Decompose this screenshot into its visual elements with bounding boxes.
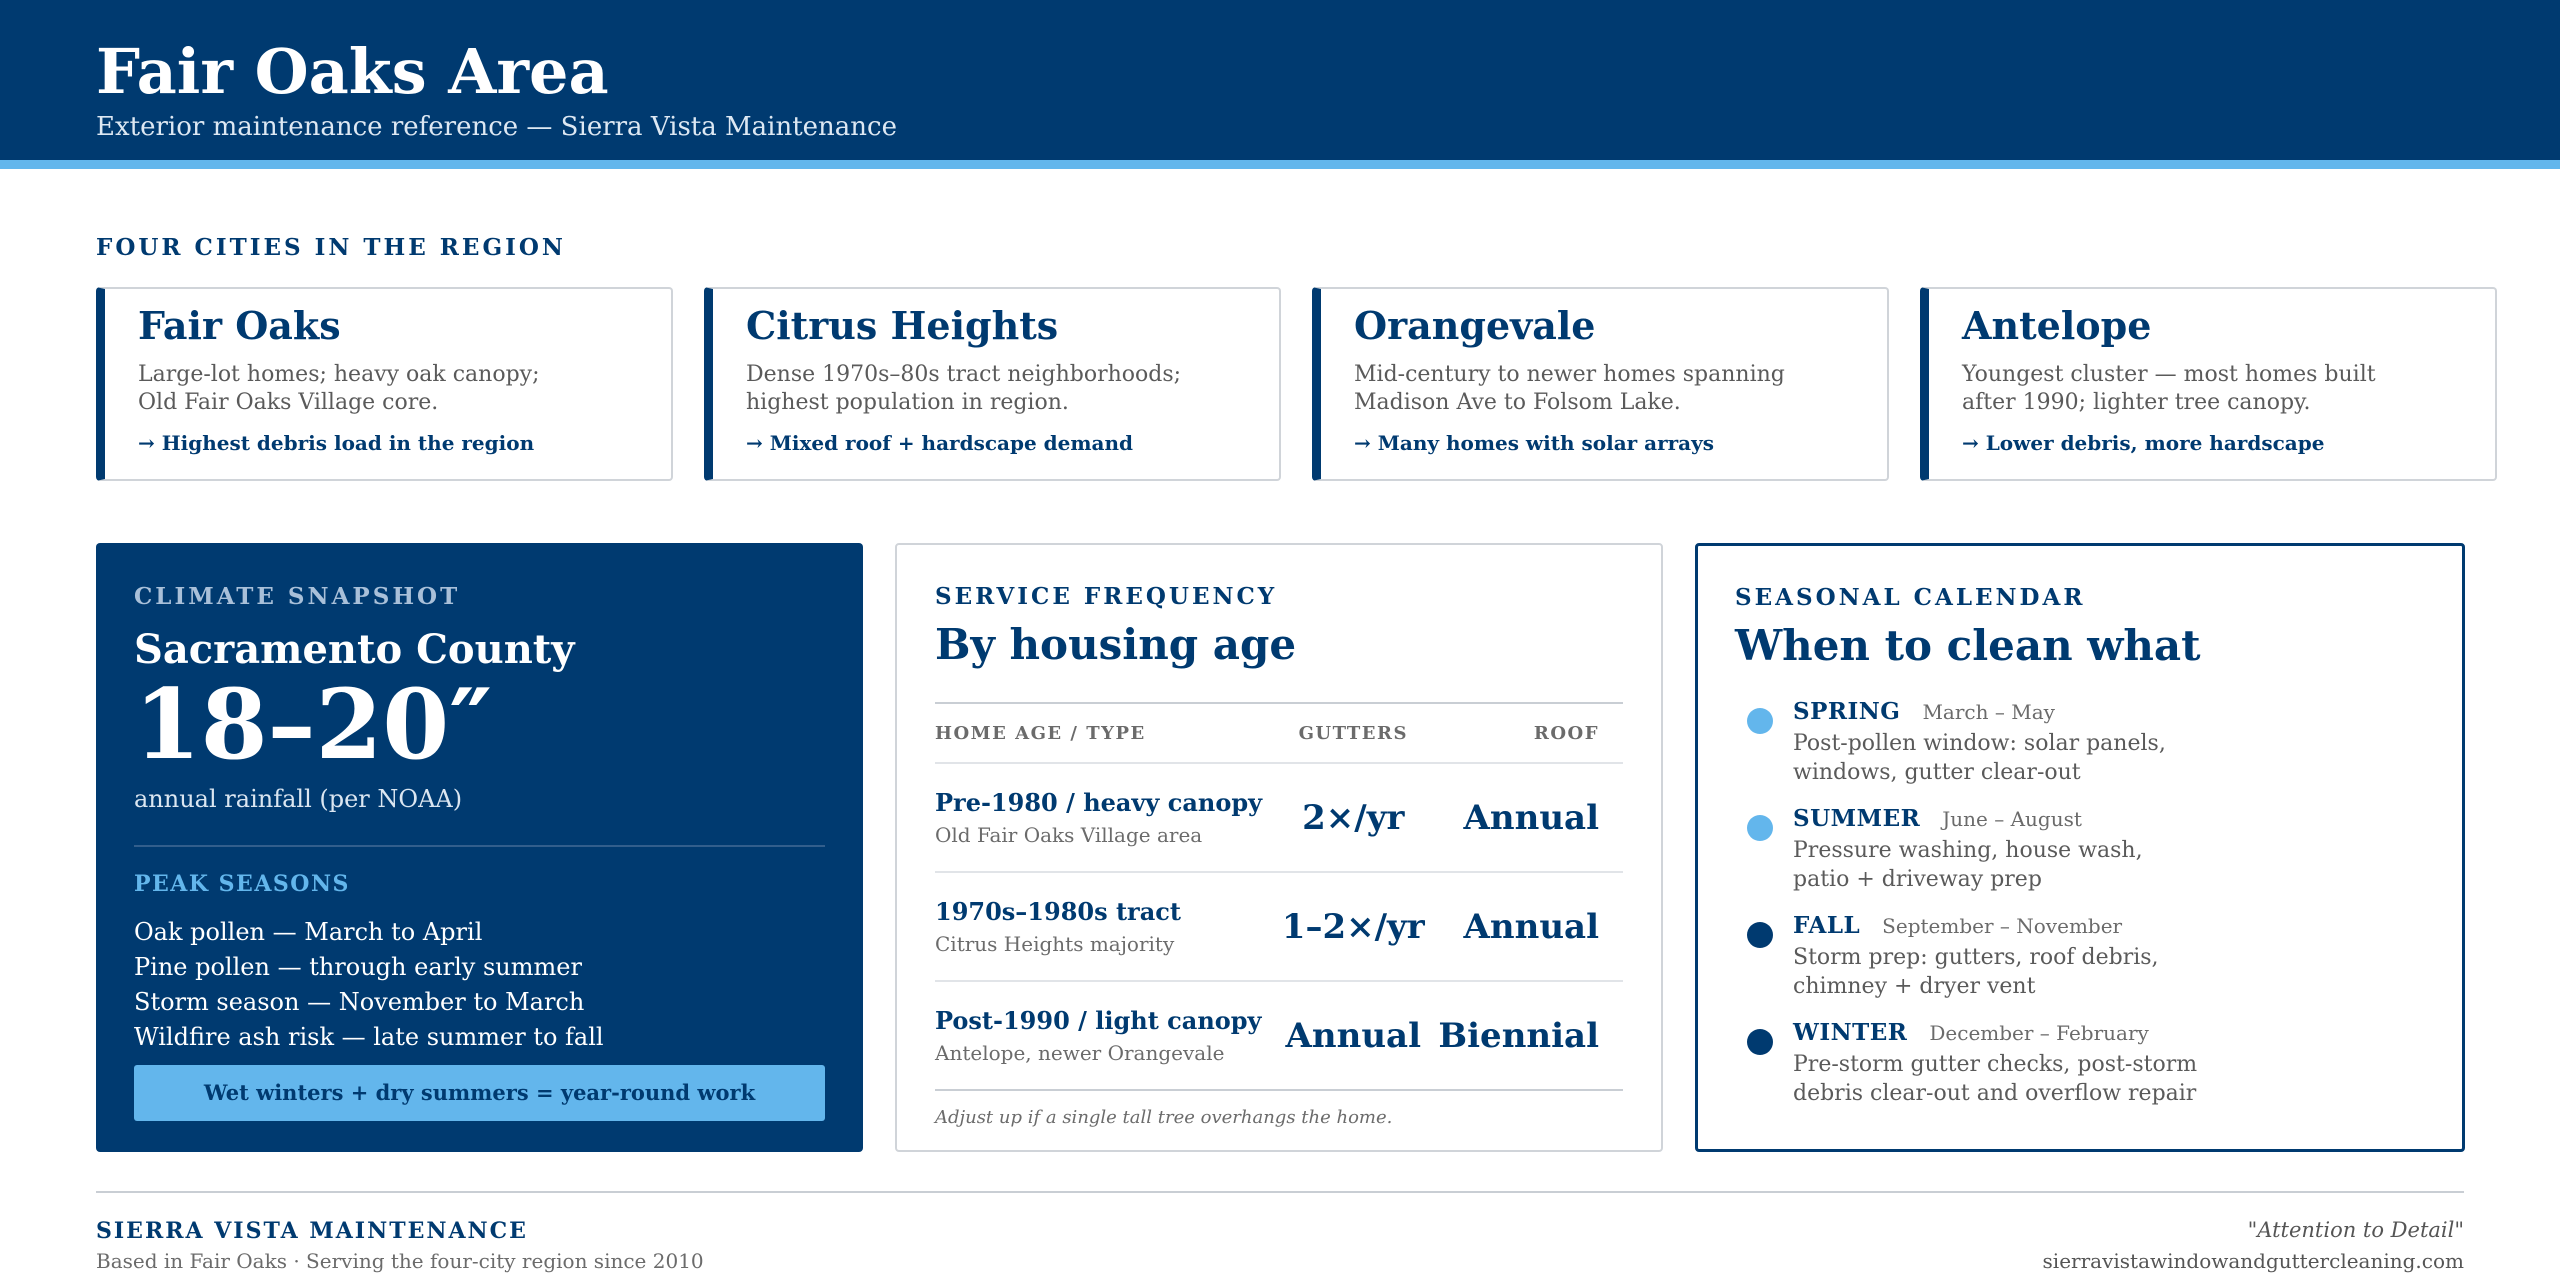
- season-description: [1793, 943, 2213, 1001]
- season-dot-icon: [1747, 922, 1773, 948]
- home-area: Citrus Heights majority: [935, 932, 1175, 956]
- frequency-title: By housing age: [935, 620, 1297, 669]
- season-dot-icon: [1747, 815, 1773, 841]
- column-header-gutters: GUTTERS: [1268, 703, 1438, 763]
- city-note: → Highest debris load in the region: [138, 430, 535, 455]
- roof-frequency: Annual: [1438, 763, 1623, 872]
- city-name: Antelope: [1962, 303, 2152, 348]
- season-item-spring: [1735, 698, 2424, 787]
- gutters-frequency: 1–2×/yr: [1268, 872, 1438, 981]
- peak-seasons-title: PEAK SEASONS: [134, 871, 350, 897]
- roof-frequency: Biennial: [1438, 981, 1623, 1090]
- season-item-fall: [1735, 912, 2424, 1001]
- season-description-line: Pre-storm gutter checks, post-storm: [1793, 1052, 2198, 1077]
- city-name: Fair Oaks: [138, 303, 341, 348]
- season-description: [1793, 729, 2213, 787]
- season-name: WINTER: [1793, 1019, 1908, 1046]
- city-description-line: Large-lot homes; heavy oak canopy;: [138, 361, 540, 387]
- gutters-frequency: Annual: [1268, 981, 1438, 1090]
- season-description-line: Post-pollen window: solar panels,: [1793, 731, 2166, 756]
- rainfall-label: annual rainfall (per NOAA): [134, 785, 463, 813]
- city-description-line: Madison Ave to Folsom Lake.: [1354, 389, 1681, 415]
- season-name: SPRING: [1793, 698, 1901, 725]
- page-header: [0, 0, 2560, 160]
- climate-snapshot-panel: [96, 543, 863, 1152]
- service-frequency-panel: [895, 543, 1663, 1152]
- city-description: [1962, 361, 2495, 423]
- county-name: Sacramento County: [134, 626, 575, 673]
- table-row: [935, 872, 1623, 981]
- footer-divider: [96, 1191, 2464, 1193]
- city-description-line: Old Fair Oaks Village core.: [138, 389, 439, 415]
- table-row: [935, 763, 1623, 872]
- season-item-winter: [1735, 1019, 2424, 1108]
- city-card-fair-oaks: [96, 287, 673, 481]
- table-row: [935, 981, 1623, 1090]
- city-note: → Many homes with solar arrays: [1354, 430, 1715, 455]
- roof-frequency: Annual: [1438, 872, 1623, 981]
- city-description: [1354, 361, 1887, 423]
- city-description: [138, 361, 671, 423]
- frequency-eyebrow: SERVICE FREQUENCY: [935, 583, 1278, 610]
- season-name: SUMMER: [1793, 805, 1921, 832]
- climate-banner: Wet winters + dry summers = year-round work: [134, 1065, 825, 1121]
- city-description: [746, 361, 1279, 423]
- home-area: Old Fair Oaks Village area: [935, 823, 1203, 847]
- frequency-footnote: Adjust up if a single tall tree overhangs the home.: [935, 1107, 1393, 1128]
- seasonal-calendar-panel: [1695, 543, 2465, 1152]
- peak-season-item: Oak pollen — March to April: [134, 918, 483, 946]
- season-description-line: windows, gutter clear-out: [1793, 760, 2081, 785]
- column-header-home-type: HOME AGE / TYPE: [935, 703, 1268, 763]
- season-item-summer: [1735, 805, 2424, 894]
- header-accent-stripe: [0, 160, 2560, 169]
- city-card-citrus-heights: [704, 287, 1281, 481]
- season-dot-icon: [1747, 708, 1773, 734]
- home-type: Pre-1980 / heavy canopy: [935, 788, 1263, 817]
- city-description-line: after 1990; lighter tree canopy.: [1962, 389, 2311, 415]
- city-name: Orangevale: [1354, 303, 1596, 348]
- city-name: Citrus Heights: [746, 303, 1059, 348]
- rainfall-value: 18–20″: [134, 668, 493, 781]
- peak-season-item: Storm season — November to March: [134, 988, 585, 1016]
- footer-website-link[interactable]: sierravistawindowandguttercleaning.com: [2042, 1249, 2464, 1273]
- season-description-line: Storm prep: gutters, roof debris,: [1793, 945, 2159, 970]
- home-area: Antelope, newer Orangevale: [935, 1041, 1225, 1065]
- season-description: [1793, 1050, 2213, 1108]
- home-type-cell: [935, 763, 1268, 872]
- seasonal-eyebrow: SEASONAL CALENDAR: [1735, 584, 2086, 611]
- season-months: June – August: [1942, 807, 2082, 831]
- season-dot-icon: [1747, 1029, 1773, 1055]
- season-name: FALL: [1793, 912, 1861, 939]
- city-note: → Lower debris, more hardscape: [1962, 430, 2325, 455]
- city-note: → Mixed roof + hardscape demand: [746, 430, 1134, 455]
- footer-brand: SIERRA VISTA MAINTENANCE: [96, 1218, 528, 1244]
- seasonal-title: When to clean what: [1735, 621, 2201, 670]
- gutters-frequency: 2×/yr: [1268, 763, 1438, 872]
- city-card-orangevale: [1312, 287, 1889, 481]
- home-type-cell: [935, 981, 1268, 1090]
- city-description-line: highest population in region.: [746, 389, 1069, 415]
- season-description: [1793, 836, 2213, 894]
- table-header-row: [935, 703, 1623, 763]
- page-subtitle: Exterior maintenance reference — Sierra Vista Maintenance: [96, 112, 897, 142]
- season-description-line: Pressure washing, house wash,: [1793, 838, 2143, 863]
- city-card-antelope: [1920, 287, 2497, 481]
- footer-quote: "Attention to Detail": [2247, 1218, 2464, 1242]
- city-description-line: Youngest cluster — most homes built: [1962, 361, 2376, 387]
- season-months: September – November: [1882, 914, 2123, 938]
- home-type-cell: [935, 872, 1268, 981]
- page-title: Fair Oaks Area: [96, 35, 609, 108]
- season-months: December – February: [1929, 1021, 2149, 1045]
- season-list: [1735, 698, 2424, 1108]
- column-header-roof: ROOF: [1438, 703, 1623, 763]
- climate-eyebrow: CLIMATE SNAPSHOT: [134, 583, 461, 610]
- peak-season-item: Pine pollen — through early summer: [134, 953, 582, 981]
- home-type: 1970s–1980s tract: [935, 897, 1181, 926]
- season-description-line: chimney + dryer vent: [1793, 974, 2036, 999]
- cities-section-label: FOUR CITIES IN THE REGION: [96, 234, 566, 261]
- frequency-table: [935, 702, 1623, 1091]
- season-description-line: patio + driveway prep: [1793, 867, 2042, 892]
- season-months: March – May: [1922, 700, 2055, 724]
- climate-divider: [134, 845, 825, 847]
- home-type: Post-1990 / light canopy: [935, 1006, 1262, 1035]
- season-description-line: debris clear-out and overflow repair: [1793, 1081, 2197, 1106]
- peak-seasons-list: [134, 915, 825, 1055]
- footer-tagline: Based in Fair Oaks · Serving the four-city region since 2010: [96, 1249, 704, 1273]
- city-description-line: Mid-century to newer homes spanning: [1354, 361, 1785, 387]
- city-description-line: Dense 1970s–80s tract neighborhoods;: [746, 361, 1182, 387]
- peak-season-item: Wildfire ash risk — late summer to fall: [134, 1023, 604, 1051]
